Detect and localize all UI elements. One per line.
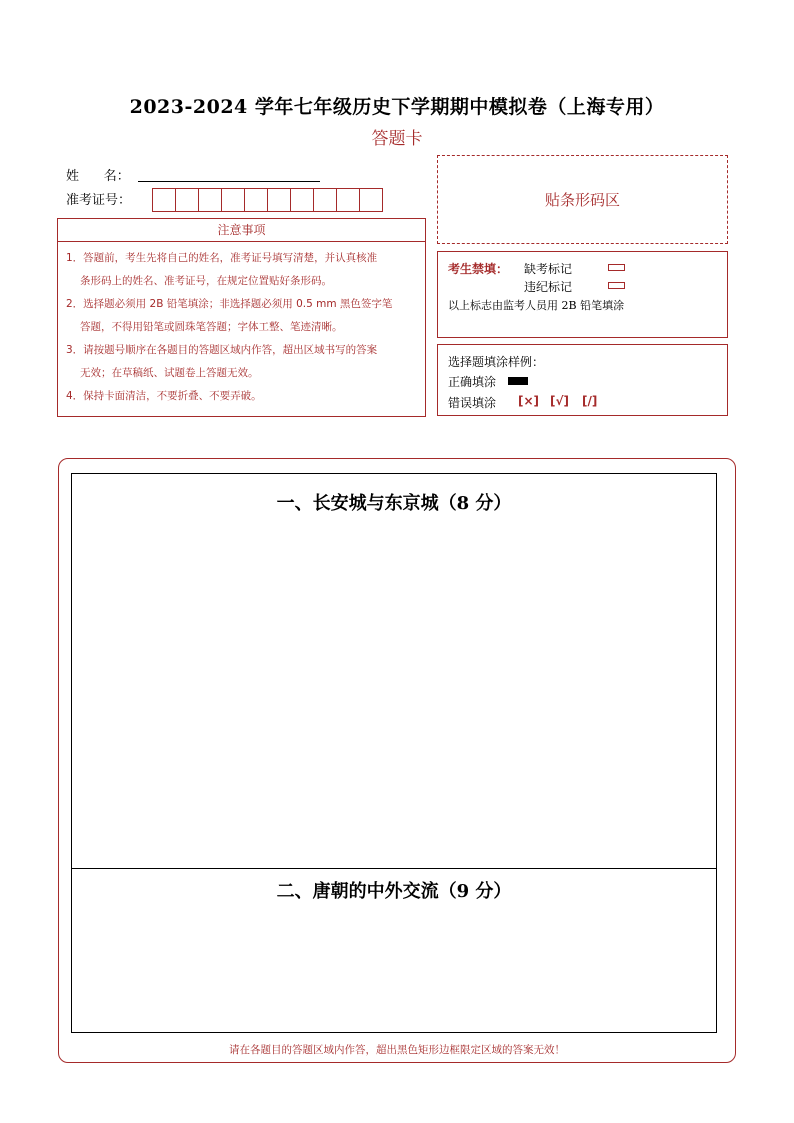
section-2-title: 二、唐朝的中外交流（9 分） [276, 881, 512, 902]
exam-id-digit-box[interactable] [313, 188, 337, 212]
footer-note: 请在各题目的答题区域内作答，超出黑色矩形边框限定区域的答案无效！ [229, 1044, 565, 1056]
section-divider [71, 868, 717, 869]
violation-mark-box[interactable] [608, 282, 625, 289]
notice-item: 2．选择题必须用 2B 铅笔填涂；非选择题必须用 0.5 mm 黑色签字笔 [66, 298, 393, 310]
exam-id-digit-box[interactable] [175, 188, 199, 212]
fill-sample-heading: 选择题填涂样例： [448, 355, 545, 369]
exam-id-digit-box[interactable] [290, 188, 314, 212]
exam-id-digit-box[interactable] [152, 188, 176, 212]
violation-mark-label: 违纪标记 [524, 280, 573, 294]
wrong-mark-cross: [×] [518, 394, 540, 408]
barcode-area-label: 贴条形码区 [544, 191, 620, 209]
answer-area[interactable] [71, 473, 717, 1033]
exam-id-digit-box[interactable] [198, 188, 222, 212]
notice-list [57, 242, 426, 417]
notice-item: 无效；在草稿纸、试题卷上答题无效。 [80, 367, 259, 379]
exam-id-digit-box[interactable] [221, 188, 245, 212]
notice-item: 答题，不得用铅笔或圆珠笔答题；字体工整、笔迹清晰。 [80, 321, 343, 333]
proctor-marks-box [437, 251, 728, 338]
proctor-note: 以上标志由监考人员用 2B 铅笔填涂 [448, 299, 625, 312]
section-1-title: 一、长安城与东京城（8 分） [276, 493, 512, 514]
exam-id-digit-box[interactable] [244, 188, 268, 212]
name-field[interactable] [138, 181, 320, 182]
correct-fill-label: 正确填涂 [448, 375, 497, 389]
notice-item: 条形码上的姓名、准考证号，在规定位置贴好条形码。 [80, 275, 332, 287]
notice-item: 1．答题前，考生先将自己的姓名，准考证号填写清楚，并认真核准 [66, 252, 378, 264]
notice-item: 3．请按题号顺序在各题目的答题区域内作答，超出区域书写的答案 [66, 344, 378, 356]
exam-id-digit-box[interactable] [336, 188, 360, 212]
absent-mark-box[interactable] [608, 264, 625, 271]
exam-id-digit-box[interactable] [267, 188, 291, 212]
fill-sample-box [437, 344, 728, 416]
exam-id-boxes[interactable] [152, 188, 382, 212]
exam-title: 2023-2024 学年七年级历史下学期期中模拟卷（上海专用） [129, 96, 665, 118]
forbidden-label: 考生禁填： [448, 262, 509, 276]
wrong-fill-label: 错误填涂 [448, 396, 497, 410]
name-label: 姓 名： [66, 169, 130, 184]
wrong-mark-slash: [/] [582, 394, 598, 408]
notice-heading: 注意事项 [57, 218, 426, 242]
exam-id-label: 准考证号： [66, 193, 132, 208]
wrong-mark-check: [√] [550, 394, 569, 408]
notice-item: 4．保持卡面清洁，不要折叠、不要弄破。 [66, 390, 262, 402]
correct-fill-mark [508, 377, 528, 385]
barcode-area [437, 155, 728, 244]
answer-sheet-subtitle: 答题卡 [371, 129, 423, 149]
exam-id-digit-box[interactable] [359, 188, 383, 212]
absent-mark-label: 缺考标记 [524, 262, 573, 276]
